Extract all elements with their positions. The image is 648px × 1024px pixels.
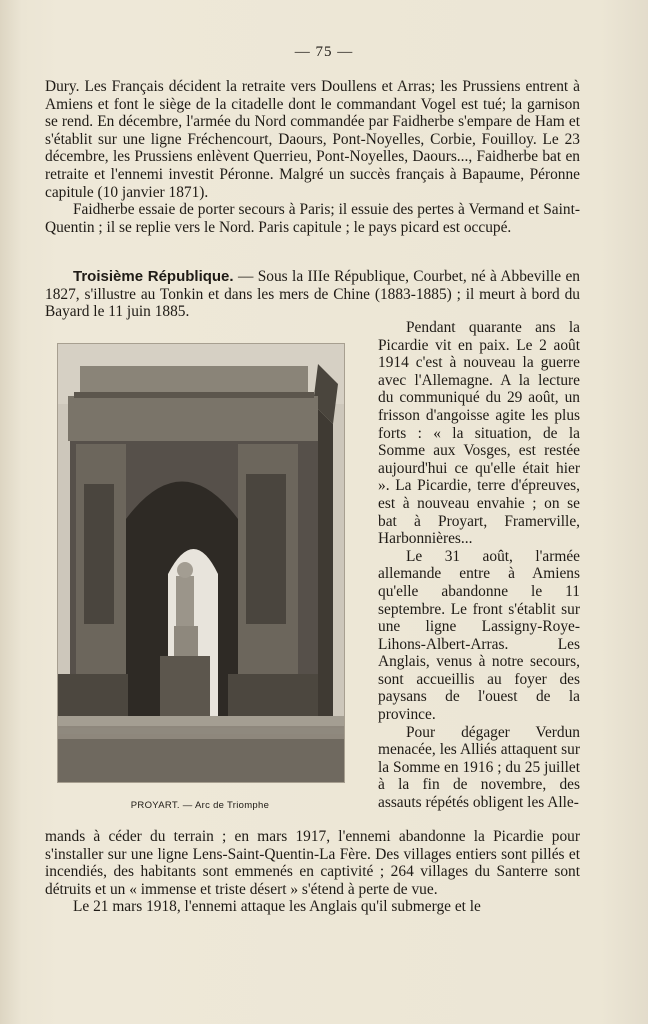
section-third-republic (45, 268, 580, 321)
paragraph-5: Le 31 août, l'armée allemande entre à Amiens qu'elle abandonne le 11 septembre. Le front s'établit sur une ligne Lassigny-Roye-Lihons-Albert-Arras. Les Anglais, venus à notre secours, sont accueillis au foyer des paysans de l'ouest de la province. (378, 547, 580, 724)
section-heading: Troisième République. (73, 268, 234, 285)
paragraph-1: Dury. Les Français décident la retraite vers Doullens et Arras; les Prussiens entrent à Amiens et font le siège de la citadelle dont le commandant Vogel est tué; la garnison se rend. En décembre, l'armée du Nord commandée par Faidherbe s'empare de Ham et s'établit sur une ligne Fréchencourt, Daours, Pont-Noyelles, Corbie, Fouilloy. Le 23 décembre, les Prussiens enlèvent Querrieu, Pont-Noyelles, Daours..., Faidherbe bat en retraite et l'ennemi investit Péronne. Malgré un succès français à Bapaume, Péronne capitule (10 janvier 1871). (45, 78, 580, 201)
paragraph-3 (45, 268, 580, 321)
paragraph-6-column: Pour dégager Verdun menacée, les Alliés attaquent sur la Somme en 1916 ; du 25 juillet à la fin de novembre, des assauts répétés obligent les Alle- (378, 723, 580, 812)
paragraph-4: Pendant quarante ans la Picardie vit en paix. Le 2 août 1914 c'est à nouveau la guerre avec l'Allemagne. A la lecture du communiqué du 29 août, un frisson d'angoisse agite les plus forts : « la situation, de la Somme aux Vosges, est restée aujourd'hui ce qu'elle était hier ». La Picardie, terre d'épreuves, est à nouveau envahie ; on se bat à Proyart, Framerville, Harbonnières... (378, 319, 580, 548)
body-text-top (45, 78, 580, 236)
paragraph-7: Le 21 mars 1918, l'ennemi attaque les Anglais qu'il submerge et le (73, 898, 481, 916)
arch-illustration (58, 344, 344, 782)
figure-caption: PROYART. — Arc de Triomphe (130, 800, 270, 811)
paragraph-2: Faidherbe essaie de porter secours à Paris; il essuie des pertes à Vermand et Saint-Quentin ; il se replie vers le Nord. Paris capitule ; le pays picard est occupé. (45, 201, 580, 236)
paragraph-3-text: — Sous la IIIe République, Courbet, né à Abbeville en 1827, s'illustre au Tonkin et dans les mers de Chine (1883-1885) ; il meurt à bord du Bayard le 11 juin 1885. (45, 268, 580, 321)
arc-de-triomphe-photo (57, 343, 345, 783)
body-text-column (378, 319, 580, 812)
body-text-bottom (45, 828, 580, 916)
page-number: — 75 — (294, 44, 354, 60)
paragraph-6-continued: mands à céder du terrain ; en mars 1917, l'ennemi abandonne la Picardie pour s'installer sur une ligne Lens-Saint-Quentin-La Fère. Des villages entiers sont pillés et incendiés, des habitants sont emmenés en captivité ; 264 villages du Santerre sont détruits et un « immense et triste désert » s'étend à perte de vue. (45, 828, 580, 898)
